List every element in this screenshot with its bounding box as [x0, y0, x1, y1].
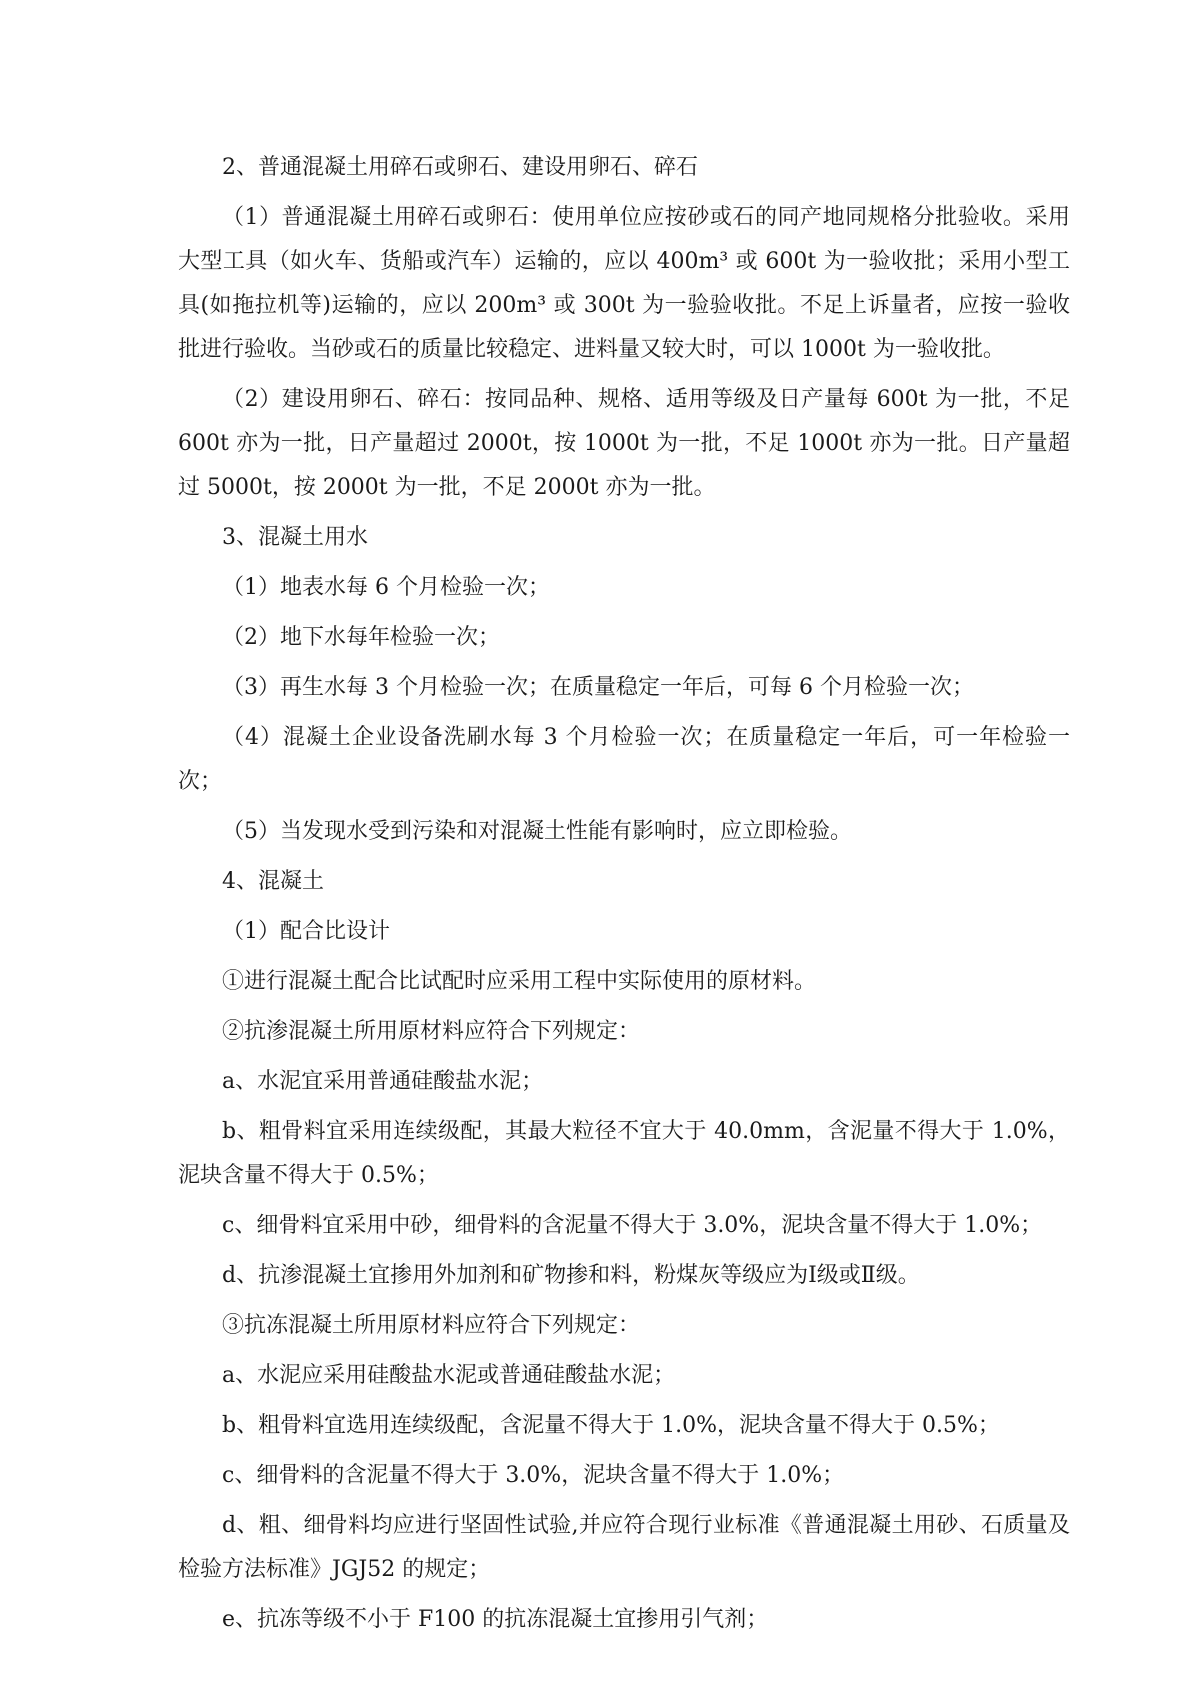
section-heading-4: 4、混凝土 [222, 869, 324, 894]
item-trial-mix: ①进行混凝土配合比试配时应采用工程中实际使用的原材料。 [222, 969, 817, 994]
list-item-water-1: （1）地表水每 6 个月检验一次； [222, 575, 550, 600]
list-item-water-5: （5）当发现水受到污染和对混凝土性能有影响时，应立即检验。 [222, 819, 852, 844]
section-heading-3: 3、混凝土用水 [222, 525, 368, 550]
list-item-water-2: （2）地下水每年检验一次； [222, 625, 500, 650]
item-frost-e: e、抗冻等级不小于 F100 的抗冻混凝土宜掺用引气剂； [222, 1607, 769, 1632]
item-frost-a: a、水泥应采用硅酸盐水泥或普通硅酸盐水泥； [222, 1363, 676, 1388]
list-item-water-4: （4）混凝土企业设备洗刷水每 3 个月检验一次；在质量稳定一年后，可一年检验一次； [178, 725, 1070, 794]
item-impermeable-b: b、粗骨料宜采用连续级配，其最大粒径不宜大于 40.0mm，含泥量不得大于 1.0%，泥块含量不得大于 0.5%； [178, 1119, 1070, 1188]
item-frost-c: c、细骨料的含泥量不得大于 3.0%，泥块含量不得大于 1.0%； [222, 1463, 845, 1488]
paragraph-crushed-stone-batch: （1）普通混凝土用碎石或卵石：使用单位应按砂或石的同产地同规格分批验收。采用大型工具（如火车、货船或汽车）运输的，应以 400m³ 或 600t 为一验收批；采用小型工具(如拖拉机等)运输的，应以 200m³ 或 300t 为一验验收批。不足上诉量者，应按一验收批进行验收。当砂或石的质量比较稳定、进料量又较大时，可以 1000t 为一验收批。 [178, 205, 1070, 362]
item-impermeable-materials: ②抗渗混凝土所用原材料应符合下列规定： [222, 1019, 641, 1044]
item-impermeable-c: c、细骨料宜采用中砂，细骨料的含泥量不得大于 3.0%，泥块含量不得大于 1.0%； [222, 1213, 1043, 1238]
section-heading-2: 2、普通混凝土用碎石或卵石、建设用卵石、碎石 [222, 155, 698, 180]
subsection-mix-design: （1）配合比设计 [222, 919, 390, 944]
list-item-water-3: （3）再生水每 3 个月检验一次；在质量稳定一年后，可每 6 个月检验一次； [222, 675, 974, 700]
item-frost-b: b、粗骨料宜选用连续级配，含泥量不得大于 1.0%，泥块含量不得大于 0.5%； [222, 1413, 1000, 1438]
paragraph-construction-stone-batch: （2）建设用卵石、碎石：按同品种、规格、适用等级及日产量每 600t 为一批，不足 600t 亦为一批，日产量超过 2000t，按 1000t 为一批，不足 1000t 亦为一批。日产量超过 5000t，按 2000t 为一批，不足 2000t 亦为一批。 [178, 387, 1070, 500]
item-frost-materials: ③抗冻混凝土所用原材料应符合下列规定： [222, 1313, 641, 1338]
item-impermeable-d: d、抗渗混凝土宜掺用外加剂和矿物掺和料，粉煤灰等级应为Ⅰ级或Ⅱ级。 [222, 1263, 920, 1288]
item-impermeable-a: a、水泥宜采用普通硅酸盐水泥； [222, 1069, 544, 1094]
document-page [178, 146, 1070, 1648]
item-frost-d: d、粗、细骨料均应进行坚固性试验,并应符合现行业标准《普通混凝土用砂、石质量及检验方法标准》JGJ52 的规定； [178, 1513, 1070, 1582]
